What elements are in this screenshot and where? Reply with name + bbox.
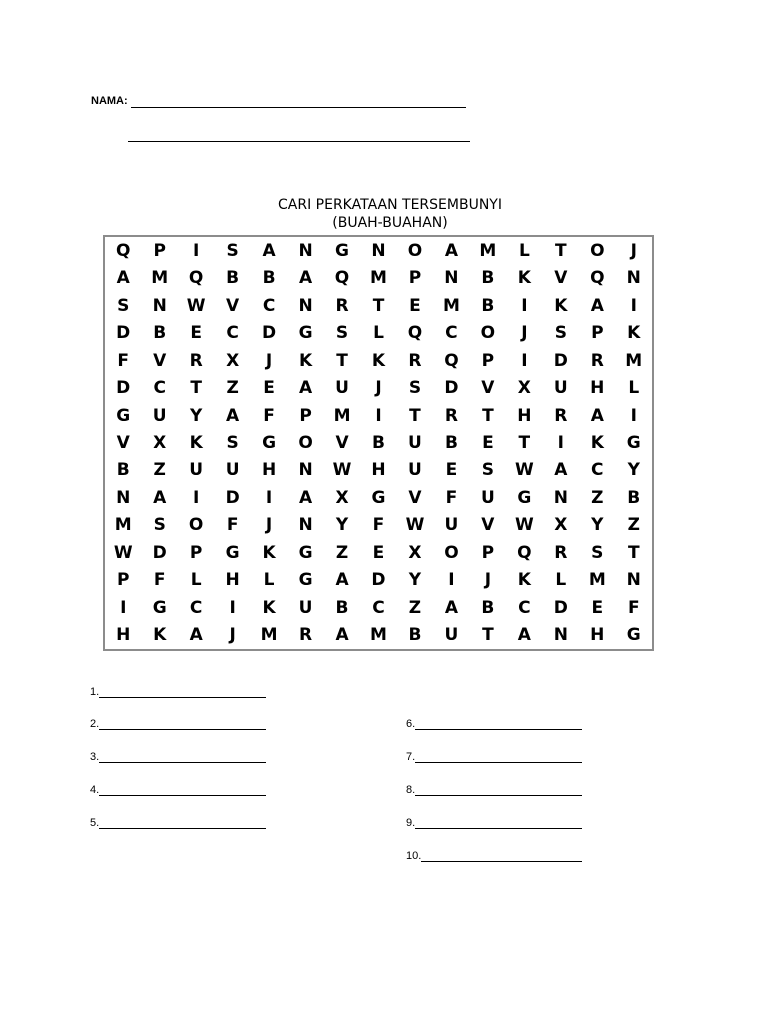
- answer-item: [90, 784, 266, 796]
- grid-letter[interactable]: Y: [335, 515, 349, 536]
- answer-number: 4.: [90, 784, 100, 796]
- grid-letter[interactable]: W: [186, 295, 206, 316]
- title-line-1: CARI PERKATAAN TERSEMBUNYI: [278, 197, 502, 213]
- answer-number: 2.: [90, 718, 100, 730]
- grid-letter[interactable]: Q: [116, 240, 131, 261]
- grid-letter[interactable]: K: [554, 295, 568, 316]
- name-input-line-2[interactable]: [128, 141, 470, 142]
- grid-letter[interactable]: I: [120, 597, 127, 618]
- grid-letter[interactable]: A: [335, 570, 349, 591]
- grid-letter[interactable]: N: [298, 295, 313, 316]
- grid-letter[interactable]: L: [373, 323, 384, 344]
- answer-item: [90, 718, 266, 730]
- grid-letter[interactable]: R: [554, 405, 568, 426]
- grid-letter[interactable]: T: [482, 405, 494, 426]
- grid-letter[interactable]: Y: [591, 515, 604, 536]
- grid-letter[interactable]: K: [189, 432, 203, 453]
- grid-letter[interactable]: R: [299, 625, 313, 646]
- grid-letter[interactable]: A: [590, 405, 604, 426]
- answer-number: 7.: [406, 751, 416, 763]
- grid-letter[interactable]: A: [298, 268, 313, 289]
- grid-letter[interactable]: P: [153, 240, 166, 261]
- grid-letter[interactable]: G: [152, 597, 167, 618]
- grid-letter[interactable]: R: [554, 542, 568, 563]
- grid-letter[interactable]: B: [481, 268, 495, 289]
- grid-letter[interactable]: M: [151, 268, 169, 289]
- grid-letter[interactable]: Y: [408, 570, 422, 591]
- grid-letter[interactable]: H: [590, 378, 605, 399]
- grid-letter[interactable]: C: [445, 323, 458, 344]
- grid-letter[interactable]: U: [444, 515, 459, 536]
- grid-letter[interactable]: M: [625, 350, 643, 371]
- grid-letter[interactable]: B: [335, 597, 349, 618]
- grid-letter[interactable]: N: [444, 268, 459, 289]
- grid-letter[interactable]: T: [518, 432, 531, 453]
- grid-letter[interactable]: A: [116, 268, 130, 289]
- grid-letter[interactable]: I: [521, 295, 528, 316]
- grid-letter[interactable]: Q: [444, 350, 459, 371]
- answer-number: 9.: [406, 817, 416, 829]
- name-label: NAMA:: [91, 95, 128, 107]
- grid-letter[interactable]: M: [370, 268, 387, 289]
- grid-letter[interactable]: B: [153, 323, 167, 344]
- grid-letter[interactable]: J: [375, 378, 382, 399]
- grid-letter[interactable]: V: [481, 378, 495, 399]
- grid-letter[interactable]: V: [116, 432, 130, 453]
- grid-letter[interactable]: X: [335, 487, 349, 508]
- grid-letter[interactable]: N: [626, 570, 641, 591]
- grid-letter[interactable]: G: [225, 542, 240, 563]
- answer-item: [406, 817, 582, 829]
- grid-letter[interactable]: O: [407, 240, 423, 261]
- grid-letter[interactable]: F: [445, 487, 458, 508]
- grid-letter[interactable]: U: [298, 597, 313, 618]
- grid-letter[interactable]: S: [408, 378, 422, 399]
- grid-letter[interactable]: C: [226, 323, 239, 344]
- grid-letter[interactable]: J: [265, 350, 273, 371]
- answer-blank-line[interactable]: [99, 719, 266, 730]
- grid-letter[interactable]: C: [591, 460, 604, 481]
- grid-letter[interactable]: B: [481, 597, 495, 618]
- answer-number: 1.: [90, 686, 100, 698]
- grid-letter[interactable]: B: [481, 295, 495, 316]
- grid-letter[interactable]: A: [153, 487, 167, 508]
- grid-letter[interactable]: C: [372, 597, 385, 618]
- grid-letter[interactable]: Z: [153, 460, 166, 481]
- grid-letter[interactable]: I: [448, 570, 455, 591]
- grid-letter[interactable]: S: [117, 295, 130, 316]
- grid-letter[interactable]: R: [444, 405, 458, 426]
- grid-letter[interactable]: M: [333, 405, 351, 426]
- grid-letter[interactable]: S: [591, 542, 604, 563]
- grid-letter[interactable]: A: [444, 240, 458, 261]
- grid-letter[interactable]: F: [117, 350, 130, 371]
- grid-letter[interactable]: Y: [190, 405, 203, 426]
- grid-letter[interactable]: A: [554, 460, 568, 481]
- grid-letter[interactable]: X: [153, 432, 167, 453]
- grid-letter[interactable]: O: [188, 515, 204, 536]
- grid-letter[interactable]: K: [262, 597, 276, 618]
- grid-letter[interactable]: X: [554, 515, 568, 536]
- grid-letter[interactable]: B: [408, 625, 422, 646]
- grid-letter[interactable]: A: [298, 378, 313, 399]
- grid-letter[interactable]: N: [116, 487, 131, 508]
- grid-letter[interactable]: D: [553, 597, 568, 618]
- grid-letter[interactable]: E: [591, 597, 604, 618]
- grid-letter[interactable]: U: [408, 432, 422, 453]
- grid-letter[interactable]: J: [630, 240, 637, 261]
- grid-letter[interactable]: R: [189, 350, 203, 371]
- word-search-grid: [103, 235, 654, 651]
- grid-letter[interactable]: W: [405, 515, 425, 536]
- grid-letter[interactable]: D: [444, 378, 459, 399]
- grid-letter[interactable]: V: [153, 350, 167, 371]
- answer-number: 3.: [90, 751, 100, 763]
- grid-letter[interactable]: W: [332, 460, 352, 481]
- grid-letter[interactable]: P: [116, 570, 130, 591]
- grid-letter[interactable]: A: [262, 240, 276, 261]
- grid-letter[interactable]: O: [298, 432, 313, 453]
- answer-item: [406, 718, 582, 730]
- grid-letter[interactable]: X: [408, 542, 422, 563]
- grid-letter[interactable]: M: [442, 295, 460, 316]
- answer-number: 10.: [406, 850, 422, 862]
- answer-blank-line[interactable]: [99, 785, 266, 796]
- grid-letter[interactable]: F: [153, 570, 166, 591]
- grid-letter[interactable]: A: [298, 487, 313, 508]
- grid-letter[interactable]: M: [588, 570, 606, 591]
- grid-letter[interactable]: H: [116, 625, 131, 646]
- grid-letter[interactable]: W: [113, 542, 133, 563]
- answer-number: 6.: [406, 718, 416, 730]
- grid-letter[interactable]: G: [262, 432, 277, 453]
- grid-letter[interactable]: I: [557, 432, 564, 453]
- grid-letter[interactable]: V: [554, 268, 568, 289]
- grid-letter[interactable]: Q: [334, 268, 350, 289]
- grid-letter[interactable]: K: [517, 268, 531, 289]
- grid-letter[interactable]: S: [226, 432, 239, 453]
- grid-letter[interactable]: O: [444, 542, 459, 563]
- grid-letter[interactable]: Y: [627, 460, 640, 481]
- grid-letter[interactable]: U: [152, 405, 167, 426]
- grid-letter[interactable]: N: [553, 625, 568, 646]
- grid-letter[interactable]: M: [114, 515, 132, 536]
- grid-letter[interactable]: L: [190, 570, 202, 591]
- grid-letter[interactable]: P: [299, 405, 312, 426]
- grid-letter[interactable]: G: [371, 487, 386, 508]
- grid-letter[interactable]: V: [408, 487, 422, 508]
- grid-letter[interactable]: D: [225, 487, 240, 508]
- grid-letter[interactable]: B: [627, 487, 641, 508]
- grid-letter[interactable]: G: [626, 432, 641, 453]
- grid-letter[interactable]: U: [444, 625, 459, 646]
- answer-blank-line[interactable]: [99, 818, 266, 829]
- grid-letter[interactable]: G: [335, 240, 350, 261]
- grid-letter[interactable]: N: [553, 487, 568, 508]
- grid-letter[interactable]: J: [229, 625, 236, 646]
- grid-letter[interactable]: E: [372, 542, 385, 563]
- grid-letter[interactable]: T: [627, 542, 640, 563]
- grid-letter[interactable]: P: [591, 323, 604, 344]
- answer-item: [90, 686, 266, 698]
- grid-letter[interactable]: Z: [335, 542, 349, 563]
- grid-letter[interactable]: Q: [188, 268, 204, 289]
- grid-letter[interactable]: V: [481, 515, 495, 536]
- answer-item: [406, 751, 582, 763]
- grid-letter[interactable]: S: [481, 460, 495, 481]
- grid-letter[interactable]: L: [263, 570, 275, 591]
- grid-letter[interactable]: I: [375, 405, 382, 426]
- answer-item: [90, 751, 266, 763]
- grid-letter[interactable]: K: [153, 625, 167, 646]
- answer-blank-line[interactable]: [415, 785, 582, 796]
- grid-letter[interactable]: K: [590, 432, 604, 453]
- grid-letter[interactable]: A: [189, 625, 203, 646]
- grid-letter[interactable]: A: [517, 625, 531, 646]
- grid-letter[interactable]: I: [630, 295, 637, 316]
- grid-letter[interactable]: R: [408, 350, 422, 371]
- grid-letter[interactable]: H: [590, 625, 605, 646]
- grid-letter[interactable]: P: [408, 268, 422, 289]
- answer-number: 5.: [90, 817, 100, 829]
- grid-letter[interactable]: B: [372, 432, 385, 453]
- grid-letter[interactable]: E: [482, 432, 494, 453]
- grid-letter[interactable]: P: [481, 350, 495, 371]
- grid-letter[interactable]: W: [514, 515, 534, 536]
- answer-blank-line[interactable]: [415, 818, 582, 829]
- grid-letter[interactable]: T: [372, 295, 385, 316]
- grid-letter[interactable]: X: [517, 378, 531, 399]
- answer-blank-line[interactable]: [421, 851, 582, 862]
- grid-letter[interactable]: G: [298, 542, 313, 563]
- grid-letter[interactable]: I: [630, 405, 637, 426]
- answer-blank-line[interactable]: [415, 752, 582, 763]
- answer-blank-line[interactable]: [99, 752, 266, 763]
- grid-letter[interactable]: Z: [591, 487, 604, 508]
- grid-letter[interactable]: T: [555, 240, 567, 261]
- grid-letter[interactable]: U: [335, 378, 349, 399]
- grid-letter[interactable]: C: [189, 597, 203, 618]
- grid-letter[interactable]: D: [553, 350, 568, 371]
- grid-letter[interactable]: P: [481, 542, 495, 563]
- grid-letter[interactable]: K: [517, 570, 531, 591]
- answer-item: [406, 850, 582, 862]
- grid-letter[interactable]: D: [152, 542, 167, 563]
- grid-letter[interactable]: O: [590, 240, 605, 261]
- grid-letter[interactable]: P: [189, 542, 203, 563]
- grid-letter[interactable]: K: [298, 350, 313, 371]
- grid-letter[interactable]: F: [372, 515, 385, 536]
- grid-letter[interactable]: C: [262, 295, 276, 316]
- grid-letter[interactable]: D: [262, 323, 277, 344]
- grid-letter[interactable]: K: [262, 542, 276, 563]
- grid-letter[interactable]: H: [517, 405, 532, 426]
- answer-blank-line[interactable]: [415, 719, 582, 730]
- grid-letter[interactable]: M: [370, 625, 387, 646]
- grid-letter[interactable]: B: [444, 432, 458, 453]
- grid-letter[interactable]: S: [226, 240, 239, 261]
- grid-letter[interactable]: U: [225, 460, 240, 481]
- grid-letter[interactable]: H: [261, 460, 277, 481]
- grid-letter[interactable]: A: [226, 405, 240, 426]
- grid-letter[interactable]: V: [335, 432, 349, 453]
- grid-letter[interactable]: S: [153, 515, 166, 536]
- grid-letter[interactable]: N: [298, 515, 313, 536]
- grid-letter[interactable]: Z: [408, 597, 422, 618]
- grid-letter[interactable]: I: [521, 350, 528, 371]
- grid-letter[interactable]: N: [298, 240, 313, 261]
- grid-letter[interactable]: R: [335, 295, 349, 316]
- grid-letter[interactable]: J: [521, 323, 528, 344]
- grid-letter[interactable]: K: [371, 350, 386, 371]
- title-line-2: (BUAH-BUAHAN): [332, 215, 448, 231]
- answer-blank-line[interactable]: [99, 687, 266, 698]
- grid-letter[interactable]: E: [190, 323, 202, 344]
- answer-number: 8.: [406, 784, 416, 796]
- grid-letter[interactable]: Q: [590, 268, 605, 289]
- grid-letter[interactable]: D: [116, 323, 131, 344]
- grid-letter[interactable]: A: [444, 597, 458, 618]
- grid-letter[interactable]: N: [626, 268, 641, 289]
- grid-letter[interactable]: I: [192, 487, 200, 508]
- grid-letter[interactable]: A: [590, 295, 604, 316]
- grid-letter[interactable]: Q: [407, 323, 423, 344]
- grid-letter[interactable]: I: [265, 487, 273, 508]
- grid-letter[interactable]: R: [590, 350, 604, 371]
- grid-letter[interactable]: I: [192, 240, 200, 261]
- grid-letter[interactable]: V: [226, 295, 240, 316]
- grid-letter[interactable]: B: [116, 460, 130, 481]
- grid-letter[interactable]: J: [484, 570, 492, 591]
- grid-letter[interactable]: M: [260, 625, 278, 646]
- grid-letter[interactable]: A: [335, 625, 349, 646]
- grid-letter[interactable]: N: [371, 240, 386, 261]
- grid-letter[interactable]: O: [480, 323, 496, 344]
- grid-letter[interactable]: G: [298, 570, 313, 591]
- grid-letter[interactable]: G: [116, 405, 131, 426]
- grid-letter[interactable]: E: [263, 378, 275, 399]
- grid-letter[interactable]: L: [518, 240, 530, 261]
- grid-letter[interactable]: H: [225, 570, 240, 591]
- grid-letter[interactable]: B: [262, 268, 276, 289]
- grid-letter[interactable]: L: [628, 378, 640, 399]
- grid-letter[interactable]: Z: [627, 515, 640, 536]
- grid-letter[interactable]: B: [226, 268, 240, 289]
- answer-item: [406, 784, 582, 796]
- grid-letter[interactable]: H: [371, 460, 386, 481]
- grid-letter[interactable]: U: [480, 487, 495, 508]
- grid-letter[interactable]: M: [479, 240, 497, 261]
- grid-letter[interactable]: E: [445, 460, 458, 481]
- grid-letter[interactable]: D: [371, 570, 386, 591]
- grid-letter[interactable]: F: [627, 597, 640, 618]
- grid-letter[interactable]: T: [190, 378, 202, 399]
- grid-letter[interactable]: G: [298, 323, 313, 344]
- grid-letter[interactable]: Z: [226, 378, 239, 399]
- grid-letter[interactable]: U: [189, 460, 204, 481]
- grid-letter[interactable]: T: [336, 350, 348, 371]
- grid-letter[interactable]: L: [555, 570, 567, 591]
- grid-letter[interactable]: Q: [517, 542, 532, 563]
- grid-letter[interactable]: T: [482, 625, 494, 646]
- grid-letter[interactable]: U: [553, 378, 568, 399]
- answer-item: [90, 817, 266, 829]
- grid-letter[interactable]: U: [408, 460, 422, 481]
- grid-letter[interactable]: T: [409, 405, 421, 426]
- grid-letter[interactable]: F: [226, 515, 239, 536]
- grid-letter[interactable]: G: [626, 625, 641, 646]
- grid-letter[interactable]: C: [153, 378, 166, 399]
- grid-letter[interactable]: E: [409, 295, 421, 316]
- grid-letter[interactable]: J: [265, 515, 273, 536]
- worksheet-title: [200, 196, 580, 232]
- grid-letter[interactable]: F: [263, 405, 275, 426]
- grid-letter[interactable]: S: [335, 323, 349, 344]
- grid-letter[interactable]: K: [627, 323, 641, 344]
- grid-letter[interactable]: N: [298, 460, 313, 481]
- grid-letter[interactable]: X: [226, 350, 240, 371]
- grid-letter[interactable]: I: [229, 597, 236, 618]
- grid-letter[interactable]: N: [152, 295, 167, 316]
- grid-letter[interactable]: W: [514, 460, 534, 481]
- grid-letter[interactable]: D: [116, 378, 131, 399]
- grid-letter[interactable]: G: [517, 487, 532, 508]
- grid-letter[interactable]: C: [518, 597, 531, 618]
- name-input-line[interactable]: [131, 107, 466, 108]
- grid-letter[interactable]: S: [554, 323, 567, 344]
